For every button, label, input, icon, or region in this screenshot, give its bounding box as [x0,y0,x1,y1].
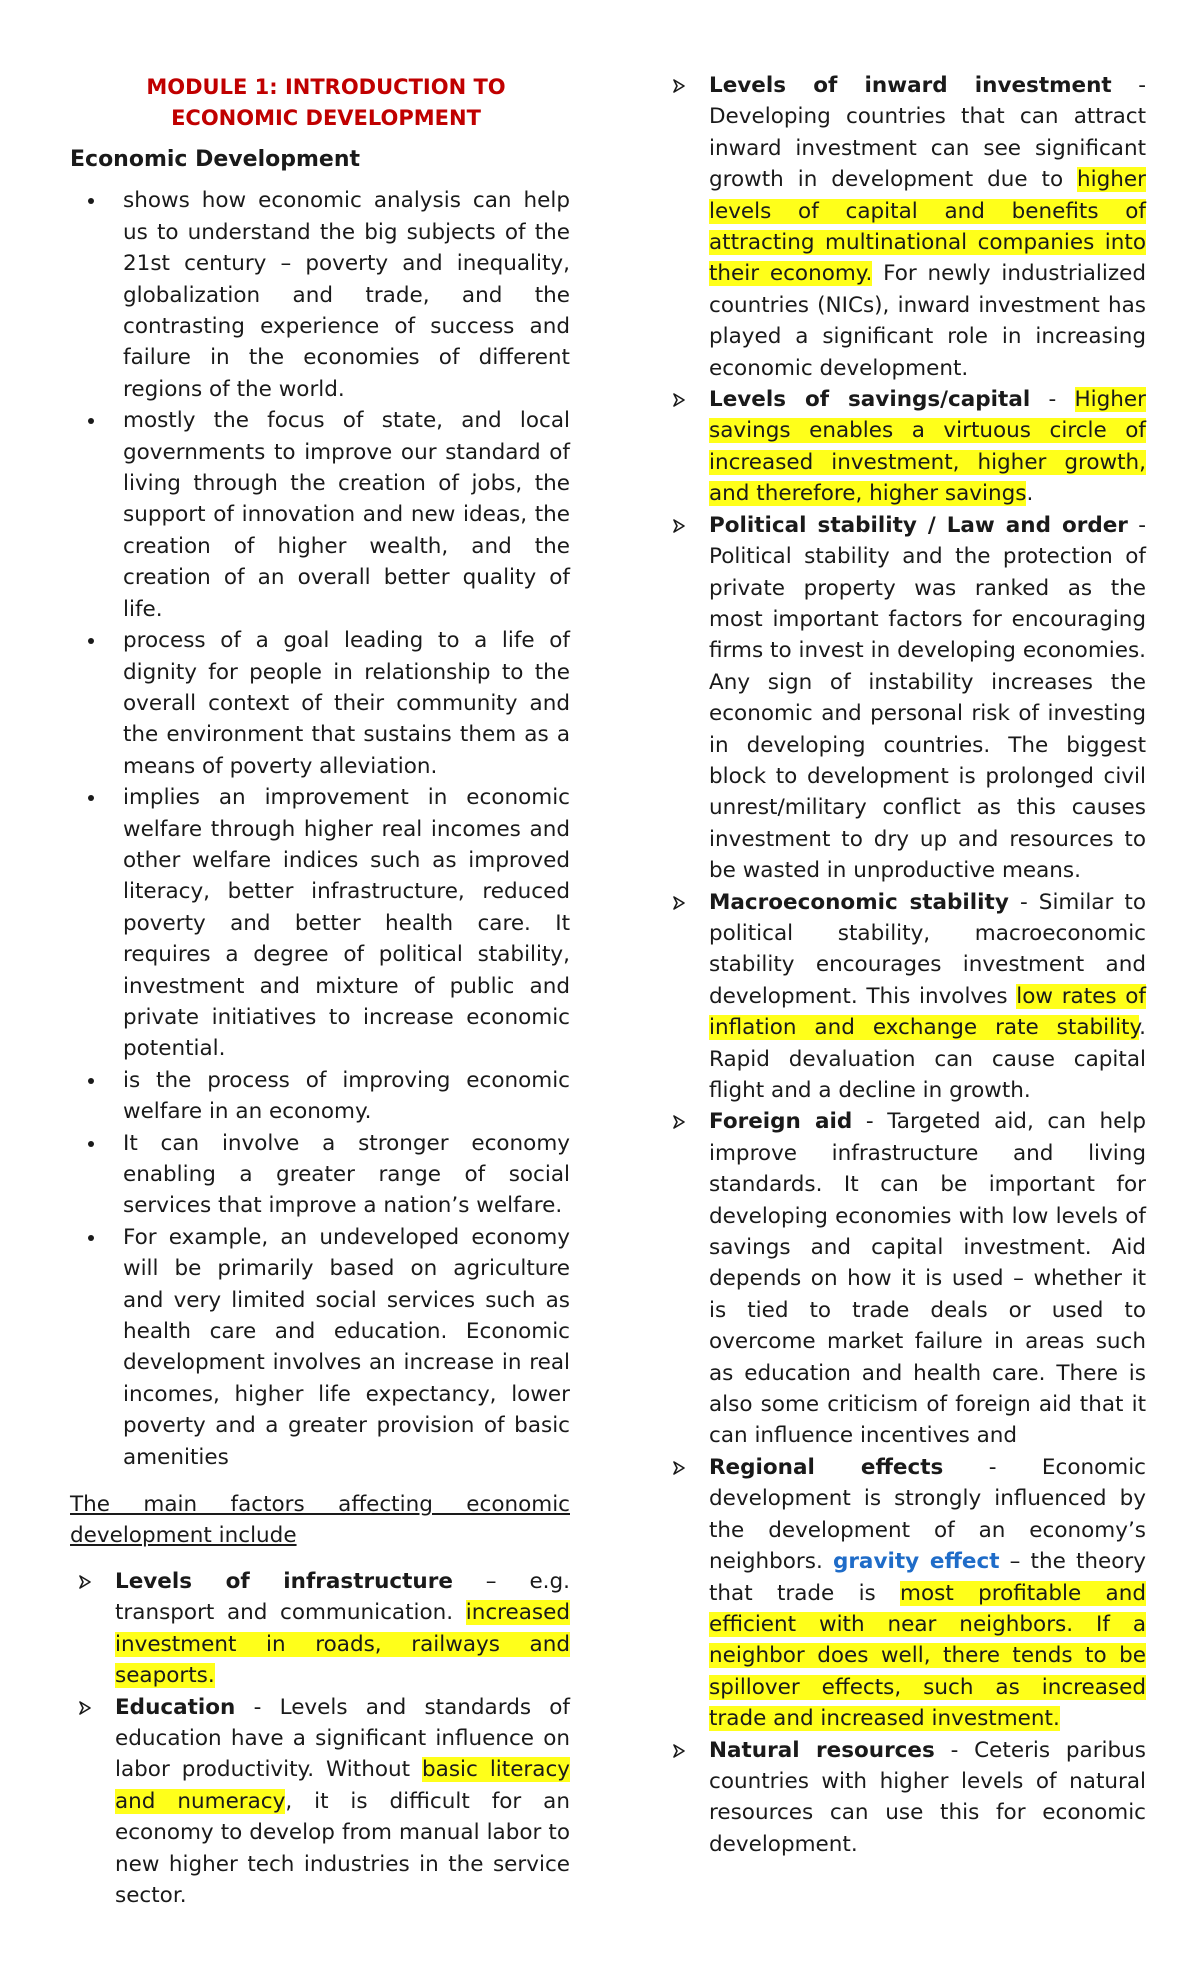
factor-text: - Political stability and the protection of private property was ranked as the most important factors for encouraging firms to invest in developing economies. Any sign of instability increases the economic and personal risk of investing in developing countries. The biggest block to development is prolonged civil unrest/military conflict as this causes investment to dry up and resources to be wasted in unproductive means. [709,512,1146,884]
factor-text: - Ceteris paribus countries with higher levels of natural resources can use this for economic development. [709,1737,1146,1857]
factor-political-stability [664,510,1146,887]
factor-text: – the theory that trade is [709,1549,1146,1606]
factor-education [70,1692,570,1912]
factor-term: Natural resources [709,1737,935,1763]
list-item: mostly the focus of state, and local governments to improve our standard of living through the creation of jobs, the support of innovation and new ideas, the creation of higher wealth, and the creation of an overall better quality of life. [70,405,570,625]
factor-text: - Economic development is strongly influenced by the development of an economy’s neighbors. [709,1454,1146,1575]
factor-term: Levels of inward investment [709,73,1112,98]
factor-text: - [1030,387,1075,413]
factor-term: Macroeconomic stability [709,889,1009,915]
factor-term: Regional effects [709,1454,944,1480]
factor-highlight: most profitable and efficient with near neighbors. If a neighbor does well, there tends to be spillover effects, such as increased trade and increased investment. [709,1580,1146,1732]
arrow-bullet-icon [672,519,686,533]
factor-text: . [1026,481,1034,507]
factor-infrastructure [70,1566,570,1692]
list-item: implies an improvement in economic welfare through higher real incomes and other welfare indices such as improved literacy, better infrastructure, reduced poverty and better health care. It requires a degree of political stability, investment and mixture of public and private initiatives to increase economic potential. [70,782,570,1065]
right-column [664,70,1146,1860]
factor-text: - Similar to political stability, macroeconomic stability encourages investment and development. This involves [709,889,1146,1009]
arrow-bullet-icon [672,1744,686,1758]
arrow-bullet-icon [672,79,686,93]
factors-list-right [664,70,1146,1860]
module-title: MODULE 1: INTRODUCTION TO ECONOMIC DEVELOPMENT [146,75,506,130]
arrow-bullet-icon [672,1461,686,1475]
factor-highlight: basic literacy and numeracy [115,1757,570,1814]
factor-term: Levels of savings/capital [709,387,1031,413]
list-item: process of a goal leading to a life of dignity for people in relationship to the overall context of their community and the environment that sustains them as a means of poverty alleviation. [70,625,570,782]
left-column [70,72,570,1911]
factor-macroeconomic-stability [664,887,1146,1107]
factor-term: Foreign aid [709,1109,853,1135]
factors-heading: The main factors affecting economic development include [70,1492,570,1549]
factor-text: - Levels and standards of education have a significant influence on labor productivity. Without [115,1694,570,1783]
factor-foreign-aid [664,1106,1146,1451]
factor-inward-investment [664,70,1146,384]
factor-natural-resources [664,1735,1146,1861]
definition-list [70,185,570,1473]
factor-text: For newly industrialized countries (NICs), inward investment has played a significant role in increasing economic development. [709,261,1146,381]
gravity-effect-term: gravity effect [832,1549,1000,1575]
factor-highlight: low rates of inflation and exchange rate stability [709,983,1146,1041]
list-item: For example, an undeveloped economy will be primarily based on agriculture and very limited social services such as health care and education. Economic development involves an increase in real incomes, higher life expectancy, lower poverty and a greater provision of basic amenities [70,1222,570,1473]
factor-text: - Developing countries that can attract inward investment can see significant growth in development due to [709,73,1146,193]
factor-term: Levels of infrastructure [115,1568,453,1594]
arrow-bullet-icon [672,1115,686,1129]
factor-text: , it is difficult for an economy to develop from manual labor to new higher tech industries in the service sector. [115,1788,570,1908]
factor-savings [664,384,1146,510]
list-item: is the process of improving economic welfare in an economy. [70,1065,570,1128]
section-heading: Economic Development [70,147,360,172]
list-item: It can involve a stronger economy enabling a greater range of social services that improve a nation’s welfare. [70,1128,570,1222]
arrow-bullet-icon [672,393,686,407]
factor-highlight: increased investment in roads, railways and seaports. [115,1600,570,1689]
arrow-bullet-icon [78,1701,92,1715]
factor-text: . Rapid devaluation can cause capital flight and a decline in growth. [709,1015,1146,1103]
arrow-bullet-icon [78,1575,92,1589]
factor-term: Political stability / Law and order [709,512,1128,538]
factor-term: Education [115,1694,236,1720]
factor-text: – e.g. transport and communication. [115,1568,570,1626]
factor-regional-effects [664,1452,1146,1735]
factors-list-left [70,1566,570,1911]
factor-highlight: higher levels of capital and benefits of attracting multinational companies into their economy. [709,167,1146,287]
factor-text: - Targeted aid, can help improve infrastructure and living standards. It can be important for developing economies with low levels of savings and capital investment. Aid depends on how it is used – whether it is tied to trade deals or used to overcome market failure in areas such as education and health care. There is also some criticism of foreign aid that it can influence incentives and [709,1109,1146,1449]
arrow-bullet-icon [672,896,686,910]
list-item: shows how economic analysis can help us to understand the big subjects of the 21st century – poverty and inequality, globalization and trade, and the contrasting experience of success and failure in the economies of different regions of the world. [70,185,570,405]
factor-highlight: Higher savings enables a virtuous circle of increased investment, higher growth, and therefore, higher savings [709,387,1146,507]
